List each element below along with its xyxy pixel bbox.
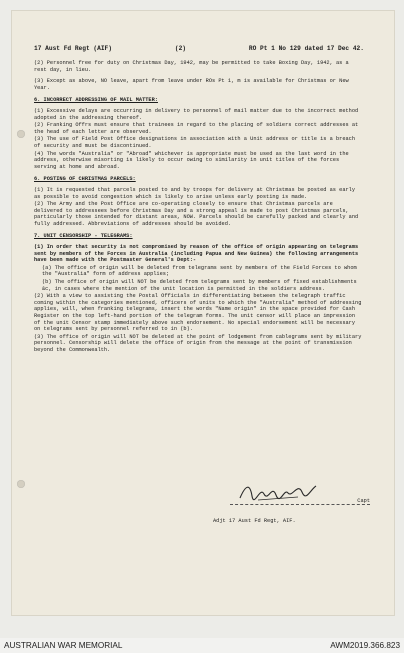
section-heading: 7. UNIT CENSORSHIP - TELEGRAMS: [34, 233, 133, 240]
telegram-para-1: (1) In order that security is not compromised by reason of the office of origin appearing on telegrams sent by members of the Forces in Australia (including Papua and New Guinea) the following arrangements have been made with the Postmaster General's Dept:- [34, 244, 359, 264]
parcels-para-2: (2) The Army and the Post Office are co-operating closely to ensure that Christmas parcels are delivered to addressees before Christmas Day and a strong appeal is made to post Christmas parcels, particularly those intended for distant areas, NOW. Parcels should be carefully packed and clearly and fully addressed. Abbreviations of addresses should be avoided. [34, 201, 359, 227]
holiday-para-3: (3) Except as above, NO leave, apart from leave under ROs Pt 1, m is available for Christmas or New Year. [34, 78, 349, 91]
orders-reference: RO Pt 1 No 129 dated 17 Dec 42. [248, 45, 364, 52]
archive-footer [0, 638, 404, 653]
telegram-para-3: (3) The office of origin will NOT be deleted at the point of lodgement from cablegrams sent by military personnel. Censorship will delete the office of origin from the message at the point of transmission beyond the Commonwealth. [34, 333, 362, 353]
page-number: (2) [174, 45, 186, 52]
signature-line [230, 504, 370, 505]
holiday-para-2: (2) Personnel free for duty on Christmas Day, 1942, may be permitted to take Boxing Day, 1942, as a rest day, in lieu. [34, 60, 349, 73]
mail-para-1: (1) Excessive delays are occurring in delivery to personnel of mail matter due to the incorrect method adopted in the addressing thereof. [34, 107, 359, 121]
signatory-rank: Capt [357, 498, 370, 504]
document-body [34, 60, 364, 359]
parcels-para-1: (1) It is requested that parcels posted to and by troops for delivery at Christmas be posted as early as possible to avoid congestion which is likely to arise unless early posting is made. [34, 186, 356, 200]
punch-hole [17, 480, 25, 488]
section-heading: 6. POSTING OF CHRISTMAS PARCELS: [34, 176, 136, 183]
unit-title: 17 Aust Fd Regt (AIF) [34, 45, 112, 52]
telegram-para-1b: (b) The office of origin will NOT be deleted from telegrams sent by members of fixed establishments &c, in cases where the mention of the unit location is permitted in the soldiers address. [42, 279, 357, 292]
signature-block [230, 480, 370, 514]
mail-para-3: (3) The use of Field Post Office designations in association with a Unit address or title is a breach of security and must be discontinued. [34, 136, 356, 149]
telegram-para-1a: (a) The office of origin will be deleted from telegrams sent by members of the Field Forces to whom the "Australia" form of address applies; [42, 264, 357, 278]
section-heading: 6. INCORRECT ADDRESSING OF MAIL MATTER: [34, 97, 158, 104]
mail-para-2: (2) Franking Offrs must ensure that trainees in regard to the placing of soldiers correct addresses at the head of each letter are observed. [34, 122, 359, 135]
telegram-para-2: (2) With a view to assisting the Postal Officials in differentiating between the telegraph traffic coming within the categories mentioned, officers of units to which the "Australia" method of addressing applies, will, when franking telegrams, insert the words "Name origin" in the space provided for Cash Register on the top left-hand portion of the telegram forms. The unit censor will place an impression of the unit Censor stamp immediately above such endorsement. No special endorsement will be necessary on telegrams sent by personnel referred to in (b). [34, 293, 362, 333]
handwritten-signature [238, 480, 318, 504]
archive-name: AUSTRALIAN WAR MEMORIAL [4, 641, 123, 650]
signatory-title: Adjt 17 Aust Fd Regt, AIF. [213, 518, 296, 524]
document-header [34, 45, 364, 52]
punch-hole [17, 130, 25, 138]
mail-para-4: (4) The words "Australia" or "Abroad" whichever is appropriate must be used as the last word in the address, otherwise misorting is likely to occur owing to similarity in unit titles of the forces serving at home and abroad. [34, 150, 349, 170]
archive-reference: AWM2019.366.823 [330, 641, 400, 650]
